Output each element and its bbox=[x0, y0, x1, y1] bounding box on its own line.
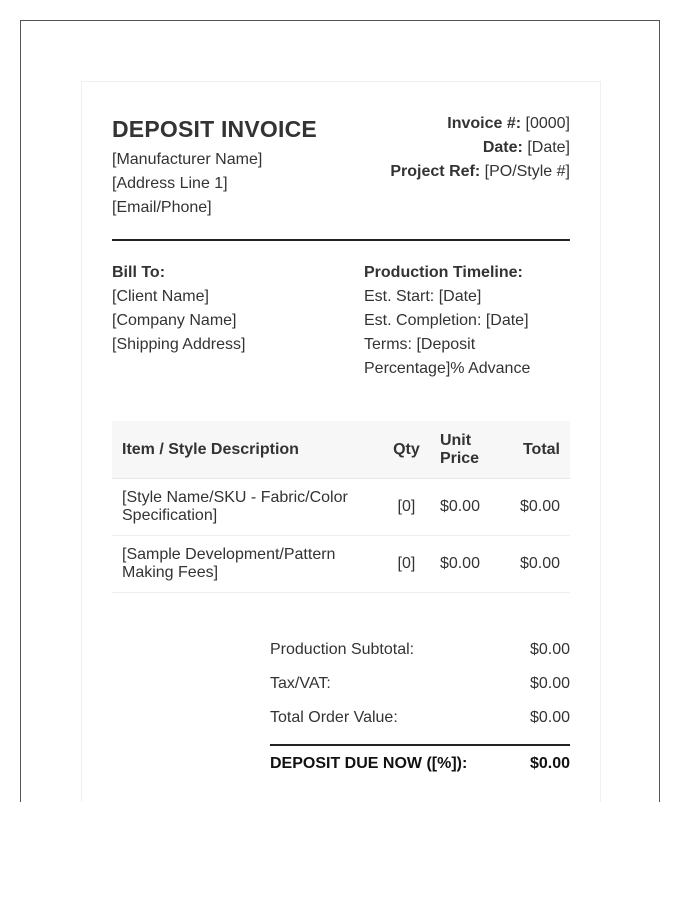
totals-block bbox=[270, 638, 570, 776]
invoice-date-label: Date: bbox=[482, 139, 523, 156]
order-total-value: $0.00 bbox=[529, 709, 570, 726]
seller-address: [Address Line 1] bbox=[112, 175, 228, 192]
production-timeline-block bbox=[364, 261, 564, 381]
invoice-number-label: Invoice #: bbox=[447, 115, 522, 132]
project-ref-value: [PO/Style #] bbox=[484, 163, 570, 180]
bill-to-block bbox=[112, 261, 245, 357]
invoice-meta bbox=[390, 112, 570, 184]
table-row bbox=[112, 536, 570, 593]
deposit-due-label: DEPOSIT DUE NOW ([%]): bbox=[270, 755, 468, 772]
item-total: $0.00 bbox=[510, 536, 570, 593]
company-name: [Company Name] bbox=[112, 312, 237, 329]
deposit-divider bbox=[270, 744, 570, 746]
tax-row bbox=[270, 672, 570, 706]
est-completion: Est. Completion: [Date] bbox=[364, 312, 529, 329]
project-ref-label: Project Ref: bbox=[390, 163, 481, 180]
tax-label: Tax/VAT: bbox=[270, 675, 331, 692]
item-unit-price: $0.00 bbox=[430, 479, 510, 536]
invoice-date-value: [Date] bbox=[527, 139, 570, 156]
subtotal-row bbox=[270, 638, 570, 672]
col-unit-price: Unit Price bbox=[430, 421, 510, 479]
deposit-due-value: $0.00 bbox=[529, 755, 570, 772]
item-description: [Style Name/SKU - Fabric/Color Specification] bbox=[112, 479, 383, 536]
item-qty: [0] bbox=[383, 536, 430, 593]
header-divider bbox=[112, 239, 570, 241]
item-unit-price: $0.00 bbox=[430, 536, 510, 593]
est-start: Est. Start: [Date] bbox=[364, 288, 482, 305]
seller-contact: [Email/Phone] bbox=[112, 199, 212, 216]
col-total: Total bbox=[510, 421, 570, 479]
tax-value: $0.00 bbox=[529, 675, 570, 692]
terms: Terms: [Deposit Percentage]% Advance bbox=[364, 336, 531, 377]
timeline-heading: Production Timeline: bbox=[364, 264, 523, 281]
deposit-due-row bbox=[270, 752, 570, 776]
subtotal-value: $0.00 bbox=[529, 641, 570, 658]
seller-block bbox=[112, 148, 262, 220]
item-qty: [0] bbox=[383, 479, 430, 536]
invoice-date bbox=[390, 136, 570, 160]
order-total-label: Total Order Value: bbox=[270, 709, 398, 726]
shipping-address: [Shipping Address] bbox=[112, 336, 246, 353]
col-qty: Qty bbox=[383, 421, 430, 479]
line-items-table bbox=[112, 421, 570, 593]
bill-to-heading: Bill To: bbox=[112, 264, 166, 281]
table-row bbox=[112, 479, 570, 536]
col-description: Item / Style Description bbox=[112, 421, 383, 479]
invoice-number bbox=[390, 112, 570, 136]
order-total-row bbox=[270, 706, 570, 740]
table-header-row bbox=[112, 421, 570, 479]
item-description: [Sample Development/Pattern Making Fees] bbox=[112, 536, 383, 593]
client-name: [Client Name] bbox=[112, 288, 209, 305]
project-ref bbox=[390, 160, 570, 184]
subtotal-label: Production Subtotal: bbox=[270, 641, 415, 658]
item-total: $0.00 bbox=[510, 479, 570, 536]
invoice-title: DEPOSIT INVOICE bbox=[112, 116, 317, 142]
invoice-number-value: [0000] bbox=[525, 115, 570, 132]
seller-name: [Manufacturer Name] bbox=[112, 151, 263, 168]
